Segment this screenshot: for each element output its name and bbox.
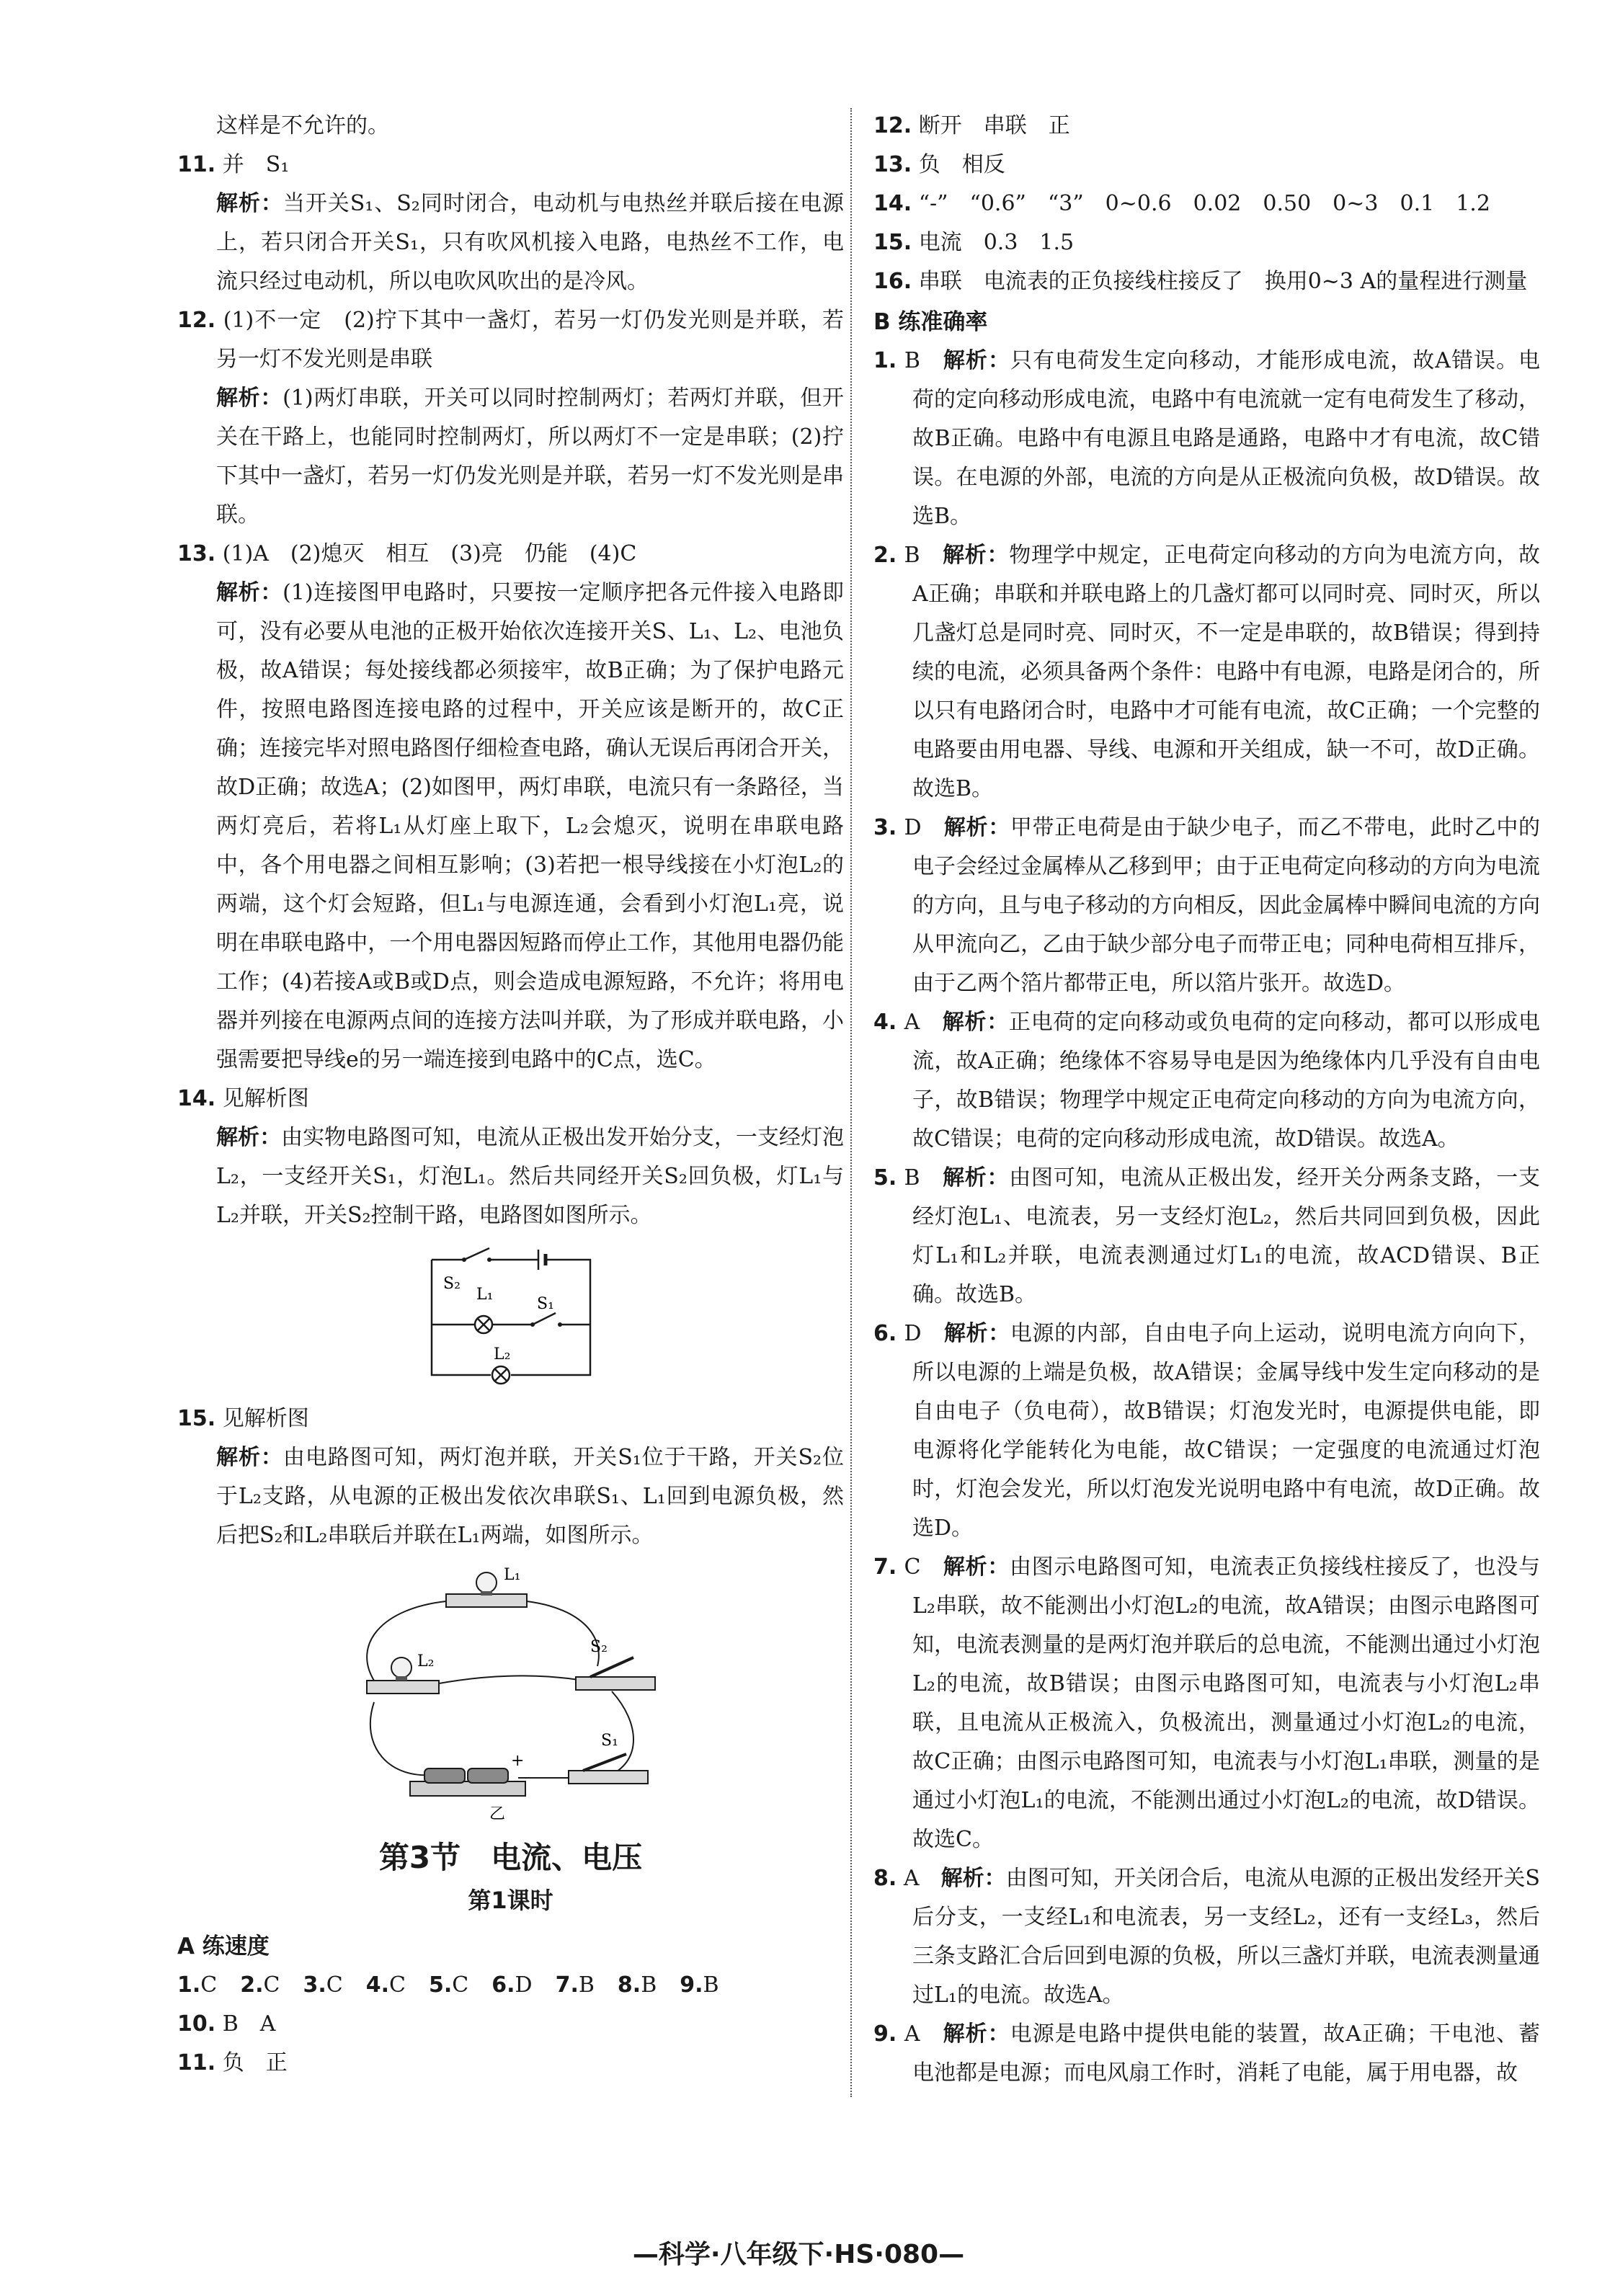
question-number: 12. <box>177 308 216 333</box>
page-footer: —科学·八年级下·HS·080— <box>632 2240 965 2269</box>
explanation-label: 解析： <box>216 580 283 605</box>
accuracy-answer-5: 5. B 解析：由图可知，电流从正极出发，经开关分两条支路，一支经灯泡L₁、电流表，另一支经灯泡L₂，然后共同回到负极，因此灯L₁和L₂并联，电流表测通过灯L₁的电流，故ACD错误、B正确。故选B。 <box>873 1165 1541 1307</box>
accuracy-answer-2: 2. B 解析：物理学中规定，正电荷定向移动的方向为电流方向，故A正确；串联和并联电路上的几盏灯都可以同时亮、同时灭，所以几盏灯总是同时亮、同时灭，不一定是串联的，故B错误；得到持续的电流，必须具备两个条件：电路中有电源，电路是闭合的，所以只有电路闭合时，电路中才可能有电流，故C正确；一个完整的电路要由用电器、导线、电源和开关组成，缺一不可，故D正确。故选B。 <box>873 543 1541 801</box>
column-divider <box>850 108 852 2097</box>
answer-text: (1)A (2)熄灭 相互 (3)亮 仍能 (4)C <box>222 541 637 566</box>
answer-12 <box>177 301 844 379</box>
accuracy-answer-3: 3. D 解析：甲带正电荷是由于缺少电子，而乙不带电，此时乙中的电子会经过金属棒从乙移到甲；由于正电荷定向移动的方向为电流的方向，且与电子移动的方向相反，因此金属棒中瞬间电流的方向从甲流向乙，乙由于缺少部分电子而带正电；同种电荷相互排斥，由于乙两个箔片都带正电，所以箔片张开。故选D。 <box>873 815 1541 996</box>
explanation-label: 解析： <box>216 1445 283 1470</box>
question-number: 11. <box>177 152 216 177</box>
answer-13 <box>177 535 844 574</box>
label-s1: S₁ <box>536 1295 554 1313</box>
label-l2: L₂ <box>493 1345 510 1363</box>
lesson-title: 第1课时 <box>468 1887 553 1914</box>
speed-answer-grid <box>177 1966 844 2005</box>
accuracy-answer-4: 4. A 解析：正电荷的定向移动或负电荷的定向移动，都可以形成电流，故A正确；绝缘体不容易导电是因为绝缘体内几乎没有自由电子，故B错误；物理学中规定正电荷定向移动的方向为电流方向，故C错误；电荷的定向移动形成电流，故D错误。故选A。 <box>873 1010 1541 1152</box>
explanation-label: 解析： <box>216 1125 282 1150</box>
label-s2: S₂ <box>442 1275 461 1293</box>
accuracy-heading: B 练准确率 <box>873 309 988 335</box>
figure-caption: 乙 <box>489 1805 505 1823</box>
explanation-13 <box>177 574 844 1080</box>
section-title: 第3节 电流、电压 <box>378 1840 643 1875</box>
question-number: 13. <box>177 541 216 566</box>
circuit-diagram-14 <box>417 1245 605 1389</box>
question-number: 12. <box>873 113 912 138</box>
label-l2: L₂ <box>417 1652 434 1670</box>
question-number: 16. <box>873 269 912 294</box>
explanation-text: (1)连接图甲电路时，只要按一定顺序把各元件接入电路即可，没有必要从电池的正极开始依次连接开关S、L₁、L₂、电池负极，故A错误；每处接线都必须接牢，故B正确；为了保护电路元件，按照电路图连接电路的过程中，开关应该是断开的，故C正确；连接完毕对照电路图仔细检查电路，确认无误后再闭合开关，故D正确；故选A；(2)如图甲，两灯串联，电流只有一条路径，当两灯亮后，若将L₁从灯座上取下，L₂会熄灭，说明在串联电路中，各个用电器之间相互影响；(3)若把一根导线接在小灯泡L₂的两端，这个灯会短路，但L₁与电源连通，会看到小灯泡L₁亮，说明在串联电路中，一个用电器因短路而停止工作，其他用电器仍能工作；(4)若接A或B或D点，则会造成电源短路，不允许；将用电器并列接在电源两点间的连接方法叫并联，为了形成并联电路，小强需要把导线e的另一端连接到电路中的C点，选C。 <box>216 580 845 1072</box>
speed-answer-5: 5.C <box>429 1972 469 1998</box>
speed-heading: A 练速度 <box>177 1934 270 1959</box>
explanation-label: 解析： <box>216 386 283 411</box>
speed-answer-1: 1.C <box>177 1972 218 1998</box>
continuation-text: 这样是不允许的。 <box>216 113 389 138</box>
answer-text: 负 相反 <box>918 152 1005 177</box>
question-number: 13. <box>873 152 912 177</box>
speed-answer-3: 3.C <box>303 1972 343 1998</box>
left-column <box>177 107 844 2083</box>
explanation-text: (1)两灯串联，开关可以同时控制两灯；若两灯并联，但开关在干路上，也能同时控制两灯，所以两灯不一定是串联；(2)拧下其中一盏灯，若另一灯仍发光则是并联，若另一灯不发光则是串联。 <box>216 386 845 528</box>
accuracy-answer-1: 1. B 解析：只有电荷发生定向移动，才能形成电流，故A错误。电荷的定向移动形成电流，电路中有电流就一定有电荷发生了移动，故B正确。电路中有电源且电路是通路，电路中才有电流，故C错误。在电源的外部，电流的方向是从正极流向负极，故D错误。故选B。 <box>873 348 1540 529</box>
label-s1: S₁ <box>600 1732 618 1750</box>
question-number: 10. <box>177 2011 216 2037</box>
question-number: 14. <box>177 1086 216 1111</box>
explanation-14 <box>177 1118 844 1235</box>
answer-text: 断开 串联 正 <box>918 113 1070 138</box>
label-s2: S₂ <box>590 1638 608 1656</box>
answer-text: 见解析图 <box>222 1086 309 1111</box>
answer-text: (1)不一定 (2)拧下其中一盏灯，若另一灯仍发光则是并联，若另一灯不发光则是串联 <box>216 308 844 372</box>
speed-answer-7: 7.B <box>555 1972 595 1998</box>
explanation-text: 由实物电路图可知，电流从正极出发开始分支，一支经灯泡L₂，一支经开关S₁，灯泡L₁。然后共同经开关S₂回负极，灯L₁与L₂并联，开关S₂控制干路，电路图如图所示。 <box>216 1125 845 1228</box>
answer-11b <box>177 2044 844 2083</box>
answer-text: 串联 电流表的正负接线柱接反了 换用0~3 A的量程进行测量 <box>918 269 1528 294</box>
explanation-15 <box>177 1438 844 1555</box>
accuracy-answer-7: 7. C 解析：由图示电路图可知，电流表正负接线柱接反了，也没与L₂串联，故不能测出小灯泡L₂的电流，故A错误；由图示电路图可知，电流表测量的是两灯泡并联后的总电流，不能测出通过小灯泡L₂的电流，故B错误；由图示电路图可知，电流表与小灯泡L₂串联，且电流从正极流入，负极流出，测量通过小灯泡L₂的电流，故C正确；由图示电路图可知，电流表与小灯泡L₁串联，测量的是通过小灯泡L₁的电流，不能测出通过小灯泡L₂的电流，故D错误。故选C。 <box>873 1554 1541 1852</box>
answer-10 <box>177 2005 844 2044</box>
answer-11 <box>177 146 844 184</box>
circuit-diagram-15 <box>338 1565 684 1825</box>
speed-answer-4: 4.C <box>365 1972 406 1998</box>
answer-text: 电流 0.3 1.5 <box>918 230 1075 255</box>
accuracy-answer-9: 9. A 解析：电源是电路中提供电能的装置，故A正确；干电池、蓄电池都是电源；而电风扇工作时，消耗了电能，属于用电器，故 <box>873 2021 1541 2086</box>
speed-answer-8: 8.B <box>617 1972 657 1998</box>
answer-text: 负 正 <box>222 2050 288 2075</box>
explanation-text: 由电路图可知，两灯泡并联，开关S₁位于干路，开关S₂位于L₂支路，从电源的正极出发依次串联S₁、L₁回到电源负极，然后把S₂和L₂串联后并联在L₁两端，如图所示。 <box>216 1445 845 1548</box>
answer-16 <box>873 262 1540 301</box>
answer-12 <box>873 107 1540 146</box>
speed-answer-9: 9.B <box>680 1972 719 1998</box>
label-l1: L₁ <box>476 1286 493 1304</box>
explanation-11 <box>177 184 844 301</box>
answer-14 <box>177 1080 844 1118</box>
answer-15 <box>177 1400 844 1438</box>
accuracy-answer-6: 6. D 解析：电源的内部，自由电子向上运动，说明电流方向向下，所以电源的上端是负极，故A错误；金属导线中发生定向移动的是自由电子（负电荷），故B错误；灯泡发光时，电源提供电能，即电源将化学能转化为电能，故C错误；一定强度的电流通过灯泡时，灯泡会发光，所以灯泡发光说明电路中有电流，故D正确。故选D。 <box>873 1321 1541 1541</box>
accuracy-answer-8: 8. A 解析：由图可知，开关闭合后，电流从电源的正极出发经开关S后分支，一支经L₁和电流表，另一支经L₂，还有一支经L₃，然后三条支路汇合后回到电源的负极，所以三盏灯并联，电流表测量通过L₁的电流。故选A。 <box>873 1866 1540 2008</box>
answer-text: “-” “0.6” “3” 0~0.6 0.02 0.50 0~3 0.1 1.2 <box>918 191 1490 216</box>
question-number: 15. <box>873 230 912 255</box>
answer-14 <box>873 184 1540 223</box>
explanation-label: 解析： <box>216 191 283 216</box>
answer-13 <box>873 146 1540 184</box>
explanation-text: 当开关S₁、S₂同时闭合，电动机与电热丝并联后接在电源上，若只闭合开关S₁，只有吹风机接入电路，电热丝不工作，电流只经过电动机，所以电吹风吹出的是冷风。 <box>216 191 845 294</box>
right-column <box>873 107 1540 2093</box>
label-l1: L₁ <box>503 1566 520 1584</box>
speed-answer-6: 6.D <box>491 1972 533 1998</box>
question-number: 14. <box>873 191 912 216</box>
question-number: 11. <box>177 2050 216 2075</box>
answer-text: 见解析图 <box>222 1406 309 1431</box>
question-number: 15. <box>177 1406 216 1431</box>
label-plus: + <box>510 1752 524 1770</box>
answer-text: B A <box>222 2011 276 2037</box>
answer-15 <box>873 223 1540 262</box>
answer-text: 并 S₁ <box>222 152 290 177</box>
speed-answer-2: 2.C <box>240 1972 280 1998</box>
explanation-12 <box>177 379 844 535</box>
